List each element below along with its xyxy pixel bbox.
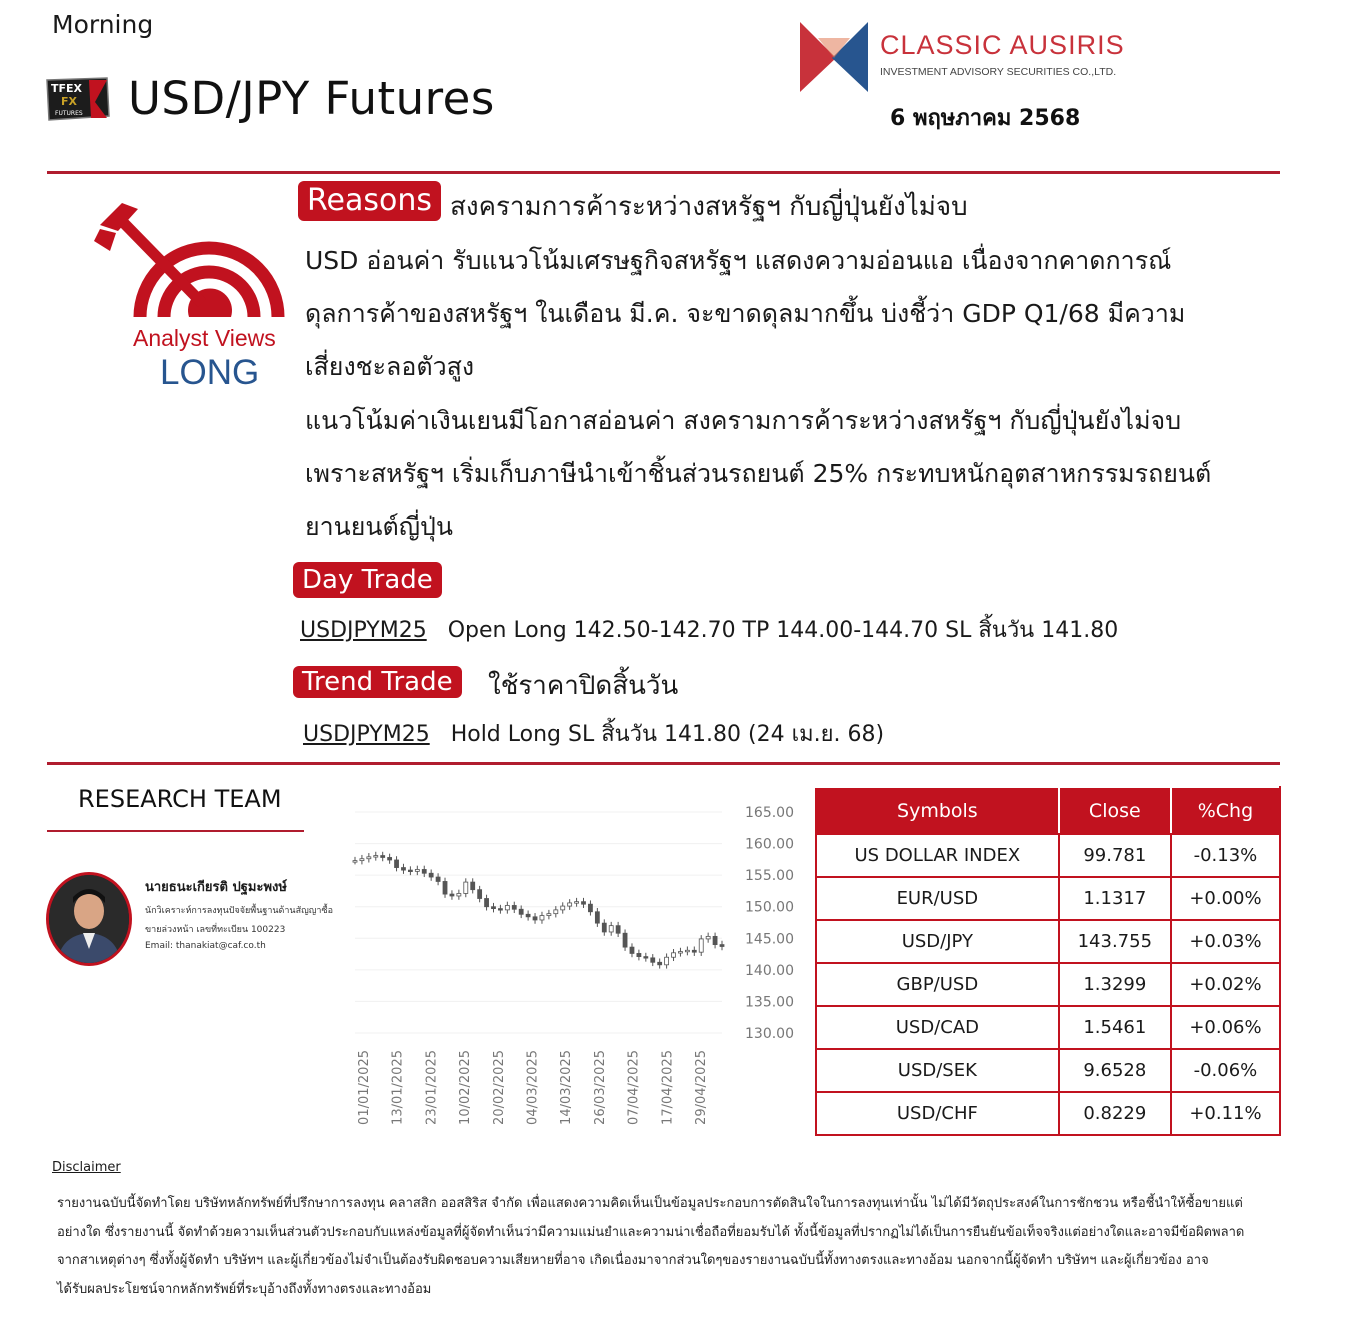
candle-body: [706, 936, 710, 939]
change-cell: -0.06%: [1171, 1049, 1280, 1092]
candle-body: [401, 868, 405, 871]
disclaimer-title: Disclaimer: [52, 1160, 121, 1175]
candle-body: [623, 933, 627, 947]
candle-body: [388, 857, 392, 860]
analyst-role-line-1: นักวิเคราะห์การลงทุนปัจจัยพื้นฐานด้านสัญญาซื้อ: [145, 906, 333, 916]
change-cell: +0.03%: [1171, 920, 1280, 963]
reasons-headline: สงครามการค้าระหว่างสหรัฐฯ กับญี่ปุ่นยังไม่จบ: [450, 192, 968, 222]
candle-body: [547, 914, 551, 916]
symbol-cell: USD/JPY: [816, 920, 1059, 963]
candle-body: [374, 856, 378, 858]
candle-body: [395, 860, 399, 868]
x-tick-label: 14/03/2025: [559, 1050, 575, 1125]
reason-line-1: USD อ่อนค่า รับแนวโน้มเศรษฐกิจสหรัฐฯ แสดงความอ่อนแอ เนื่องจากคาดการณ์: [305, 246, 1172, 275]
candle-body: [519, 909, 523, 914]
top-divider: [47, 171, 1280, 174]
y-tick-label: 145.00: [745, 931, 794, 948]
middle-divider: [47, 762, 1280, 765]
candle-body: [491, 907, 495, 909]
day-trade-text: Open Long 142.50-142.70 TP 144.00-144.70 SL สิ้นวัน 141.80: [447, 618, 1119, 643]
candle-body: [505, 905, 509, 909]
y-tick-label: 140.00: [745, 962, 794, 979]
x-tick-label: 23/01/2025: [424, 1050, 440, 1125]
tfex-logo-text-2: FX: [61, 95, 77, 108]
x-tick-label: 13/01/2025: [390, 1050, 406, 1125]
candle-body: [595, 912, 599, 923]
close-cell: 9.6528: [1059, 1049, 1171, 1092]
reason-line-6: ยานยนต์ญี่ปุ่น: [305, 512, 454, 541]
brand-name: CLASSIC AUSIRIS: [880, 30, 1125, 60]
candle-body: [457, 893, 461, 896]
day-trade-badge: Day Trade: [293, 562, 442, 598]
candle-body: [713, 936, 717, 944]
trend-trade-line: [303, 716, 884, 751]
candle-body: [658, 962, 662, 965]
analyst-position: LONG: [160, 353, 260, 392]
research-team-title: RESEARCH TEAM: [78, 785, 282, 813]
y-tick-label: 165.00: [745, 805, 794, 821]
table-row: [816, 1049, 1280, 1092]
candle-body: [526, 914, 530, 917]
candle-body: [568, 903, 572, 906]
symbol-cell: GBP/USD: [816, 963, 1059, 1006]
trend-trade-text: Hold Long SL สิ้นวัน 141.80 (24 เม.ย. 68): [450, 722, 885, 747]
y-tick-label: 135.00: [745, 994, 794, 1011]
close-cell: 99.781: [1059, 834, 1171, 877]
table-row: [816, 920, 1280, 963]
symbol-cell: USD/CAD: [816, 1006, 1059, 1049]
close-cell: 0.8229: [1059, 1092, 1171, 1135]
symbol-cell: USD/SEK: [816, 1049, 1059, 1092]
candle-body: [498, 909, 502, 911]
x-tick-label: 04/03/2025: [525, 1050, 541, 1125]
candle-body: [609, 926, 613, 932]
tfex-logo-text-1: TFEX: [51, 82, 83, 95]
candle-body: [561, 906, 565, 910]
x-tick-label: 07/04/2025: [626, 1050, 642, 1125]
candle-body: [588, 904, 592, 912]
table-row: [816, 1006, 1280, 1049]
candle-body: [443, 881, 447, 894]
symbol-cell: US DOLLAR INDEX: [816, 834, 1059, 877]
candle-body: [450, 894, 454, 896]
day-trade-line: [300, 612, 1118, 647]
trend-trade-headline: ใช้ราคาปิดสิ้นวัน: [488, 671, 679, 701]
analyst-role-line-2: ขายล่วงหน้า เลขที่ทะเบียน 100223: [145, 925, 286, 935]
disclaimer-line: จากสาเหตุต่างๆ ซึ่งทั้งผู้จัดทำ บริษัทฯ และผู้เกี่ยวข้องไม่จำเป็นต้องรับผิดชอบความเสียหายที่อาจ เกิดเนื่องมาจากส่วนใดๆของรายงานฉบับนี้ทั้งทางตรงและทางอ้อม นอกจากนี้ผู้จัดทำ บริษัทฯ และผู้เกี่ยวข้อง อาจ: [57, 1253, 1209, 1268]
reason-line-4: แนวโน้มค่าเงินเยนมีโอกาสอ่อนค่า สงครามการค้าระหว่างสหรัฐฯ กับญี่ปุ่นยังไม่จบ: [305, 406, 1182, 435]
trend-trade-symbol: USDJPYM25: [303, 722, 430, 747]
candle-body: [720, 945, 724, 947]
candle-body: [533, 917, 537, 920]
y-tick-label: 150.00: [745, 899, 794, 916]
candle-body: [582, 902, 586, 905]
candle-body: [692, 950, 696, 952]
change-cell: +0.02%: [1171, 963, 1280, 1006]
change-cell: +0.11%: [1171, 1092, 1280, 1135]
candle-body: [381, 856, 385, 858]
candle-body: [512, 905, 516, 909]
close-cell: 143.755: [1059, 920, 1171, 963]
x-tick-label: 20/02/2025: [491, 1050, 507, 1125]
candle-body: [672, 953, 676, 957]
candle-body: [360, 859, 364, 861]
change-cell: +0.00%: [1171, 877, 1280, 920]
candle-body: [637, 953, 641, 956]
analyst-name: นายธนะเกียรติ ปฐมะพงษ์: [145, 880, 287, 895]
table-header-row: [816, 787, 1280, 834]
x-tick-label: 10/02/2025: [458, 1050, 474, 1125]
table-row: [816, 963, 1280, 1006]
analyst-avatar: [46, 872, 132, 966]
symbol-cell: USD/CHF: [816, 1092, 1059, 1135]
table-row: [816, 1092, 1280, 1135]
candle-body: [616, 926, 620, 934]
header-close: Close: [1059, 787, 1171, 834]
report-date: 6 พฤษภาคม 2568: [890, 106, 1081, 131]
change-cell: +0.06%: [1171, 1006, 1280, 1049]
disclaimer-body: [57, 1190, 1257, 1304]
symbol-cell: EUR/USD: [816, 877, 1059, 920]
page-title: USD/JPY Futures: [128, 72, 495, 125]
y-tick-label: 130.00: [745, 1026, 794, 1042]
tfex-logo-text-3: FUTURES: [55, 110, 83, 117]
reason-line-3: เสี่ยงชะลอตัวสูง: [305, 352, 475, 381]
disclaimer-line: ได้รับผลประโยชน์จากหลักทรัพย์ที่ระบุอ้างถึงทั้งทางตรงและทางอ้อม: [57, 1281, 432, 1297]
day-trade-symbol: USDJPYM25: [300, 618, 427, 643]
candle-body: [471, 882, 475, 890]
trend-trade-badge: Trend Trade: [293, 666, 462, 698]
candle-body: [353, 861, 357, 863]
x-tick-label: 17/04/2025: [660, 1050, 676, 1125]
reasons-badge: Reasons: [298, 181, 441, 221]
x-tick-label: 01/01/2025: [357, 1050, 372, 1125]
analyst-email: Email: thanakiat@caf.co.th: [145, 941, 266, 951]
header-symbols: Symbols: [816, 787, 1059, 834]
research-team-divider: [47, 830, 304, 832]
candle-body: [464, 882, 468, 893]
table-row: [816, 834, 1280, 877]
header-pct-chg: %Chg: [1171, 787, 1280, 834]
candle-body: [554, 910, 558, 914]
candle-body: [644, 957, 648, 959]
candle-body: [665, 957, 669, 965]
tfex-fx-futures-logo: [43, 76, 111, 122]
fx-quotes-table: [815, 786, 1281, 1136]
candle-body: [651, 958, 655, 962]
x-tick-label: 26/03/2025: [592, 1050, 608, 1125]
table-row: [816, 877, 1280, 920]
candle-body: [478, 890, 482, 899]
candle-body: [540, 916, 544, 920]
close-cell: 1.1317: [1059, 877, 1171, 920]
close-cell: 1.3299: [1059, 963, 1171, 1006]
analyst-views-label: Analyst Views: [133, 325, 276, 351]
candle-body: [630, 947, 634, 953]
y-tick-label: 160.00: [745, 836, 794, 853]
candle-body: [602, 923, 606, 932]
candle-body: [415, 869, 419, 871]
candle-body: [678, 952, 682, 954]
candle-body: [422, 869, 426, 873]
candle-body: [485, 899, 489, 907]
candle-body: [429, 873, 433, 877]
reason-line-5: เพราะสหรัฐฯ เริ่มเก็บภาษีนำเข้าชิ้นส่วนรถยนต์ 25% กระทบหนักอุตสาหกรรมรถยนต์: [305, 459, 1212, 488]
y-tick-label: 155.00: [745, 868, 794, 885]
reason-line-2: ดุลการค้าของสหรัฐฯ ในเดือน มี.ค. จะขาดดุลมากขึ้น บ่งชี้ว่า GDP Q1/68 มีความ: [305, 299, 1186, 328]
usdjpy-price-chart: [340, 795, 805, 1140]
candle-body: [699, 939, 703, 952]
x-tick-label: 29/04/2025: [694, 1050, 709, 1125]
candle-body: [408, 870, 412, 872]
session-label: Morning: [52, 10, 154, 39]
candle-body: [575, 902, 579, 904]
disclaimer-line: อย่างใด ซึ่งรายงานนี้ จัดทำด้วยความเห็นส่วนตัวประกอบกับแหล่งข้อมูลที่ผู้จัดทำเห็นว่ามีความแม่นยำและความน่าเชื่อถือที่ยอมรับได้ ทั้งนี้ข้อมูลที่ปรากฏไม่ได้เป็นการยืนยันข้อเท็จจริงแต่อย่างใดและอาจมีข้อผิดพลาด: [57, 1224, 1245, 1240]
disclaimer-line: รายงานฉบับนี้จัดทำโดย บริษัทหลักทรัพย์ที่ปรึกษาการลงทุน คลาสสิก ออสสิริส จำกัด เพื่อแสดงความคิดเห็นเป็นข้อมูลประกอบการตัดสินใจในการลงทุนเท่านั้น ไม่ได้มีวัตถุประสงค์ในการชักชวน หรือชี้นำให้ซื้อขายแต่: [57, 1196, 1243, 1211]
close-cell: 1.5461: [1059, 1006, 1171, 1049]
brand-subtitle: INVESTMENT ADVISORY SECURITIES CO.,LTD.: [880, 66, 1117, 78]
change-cell: -0.13%: [1171, 834, 1280, 877]
candle-body: [436, 877, 440, 881]
candle-body: [367, 857, 371, 859]
candle-body: [685, 950, 689, 952]
